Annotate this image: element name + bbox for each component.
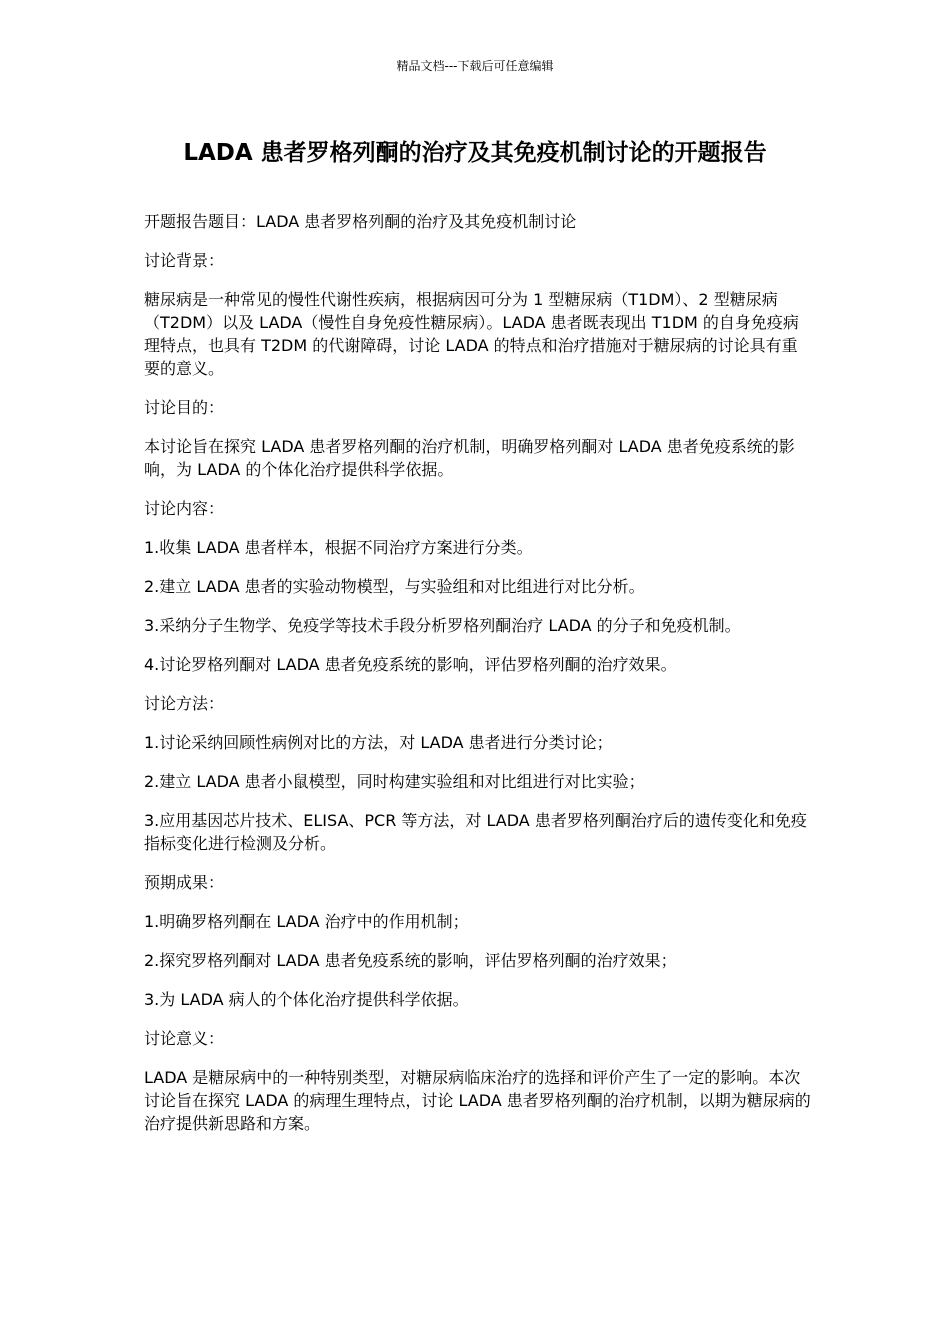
section-heading-purpose: 讨论目的： — [144, 398, 225, 417]
section-heading-background: 讨论背景： — [144, 251, 225, 270]
purpose-paragraph: 本讨论旨在探究 LADA 患者罗格列酮的治疗机制，明确罗格列酮对 LADA 患者免疫系统的影响，为 LADA 的个体化治疗提供科学依据。 — [144, 437, 795, 479]
content-item: 2.建立 LADA 患者的实验动物模型，与实验组和对比组进行对比分析。 — [144, 577, 645, 596]
outcome-item: 1.明确罗格列酮在 LADA 治疗中的作用机制； — [144, 912, 469, 931]
document-body — [144, 210, 812, 1151]
document-title: LADA 患者罗格列酮的治疗及其免疫机制讨论的开题报告 — [183, 140, 767, 166]
outcome-item: 3.为 LADA 病人的个体化治疗提供科学依据。 — [144, 990, 469, 1009]
section-heading-significance: 讨论意义： — [144, 1029, 225, 1048]
method-item: 2.建立 LADA 患者小鼠模型，同时构建实验组和对比组进行对比实验； — [144, 772, 645, 791]
page-header: 精品文档---下载后可任意编辑 — [396, 59, 554, 73]
outcome-item: 2.探究罗格列酮对 LADA 患者免疫系统的影响，评估罗格列酮的治疗效果； — [144, 951, 677, 970]
significance-paragraph: LADA 是糖尿病中的一种特别类型，对糖尿病临床治疗的选择和评价产生了一定的影响。本次讨论旨在探究 LADA 的病理生理特点，讨论 LADA 患者罗格列酮的治疗机制，以期为糖尿病的治疗提供新思路和方案。 — [144, 1068, 811, 1133]
content-item: 3.采纳分子生物学、免疫学等技术手段分析罗格列酮治疗 LADA 的分子和免疫机制。 — [144, 616, 741, 635]
report-topic: 开题报告题目：LADA 患者罗格列酮的治疗及其免疫机制讨论 — [144, 212, 577, 231]
background-paragraph: 糖尿病是一种常见的慢性代谢性疾病，根据病因可分为 1 型糖尿病（T1DM）、2 型糖尿病（T2DM）以及 LADA（慢性自身免疫性糖尿病）。LADA 患者既表现出 T1DM 的自身免疫病理特点，也具有 T2DM 的代谢障碍，讨论 LADA 的特点和治疗措施对于糖尿病的讨论具有重要的意义。 — [144, 290, 799, 378]
method-item: 3.应用基因芯片技术、ELISA、PCR 等方法，对 LADA 患者罗格列酮治疗后的遗传变化和免疫指标变化进行检测及分析。 — [144, 811, 807, 853]
content-item: 1.收集 LADA 患者样本，根据不同治疗方案进行分类。 — [144, 538, 533, 557]
section-heading-outcomes: 预期成果： — [144, 873, 225, 892]
section-heading-methods: 讨论方法： — [144, 694, 225, 713]
section-heading-content: 讨论内容： — [144, 499, 225, 518]
content-item: 4.讨论罗格列酮对 LADA 患者免疫系统的影响，评估罗格列酮的治疗效果。 — [144, 655, 677, 674]
method-item: 1.讨论采纳回顾性病例对比的方法，对 LADA 患者进行分类讨论； — [144, 733, 613, 752]
